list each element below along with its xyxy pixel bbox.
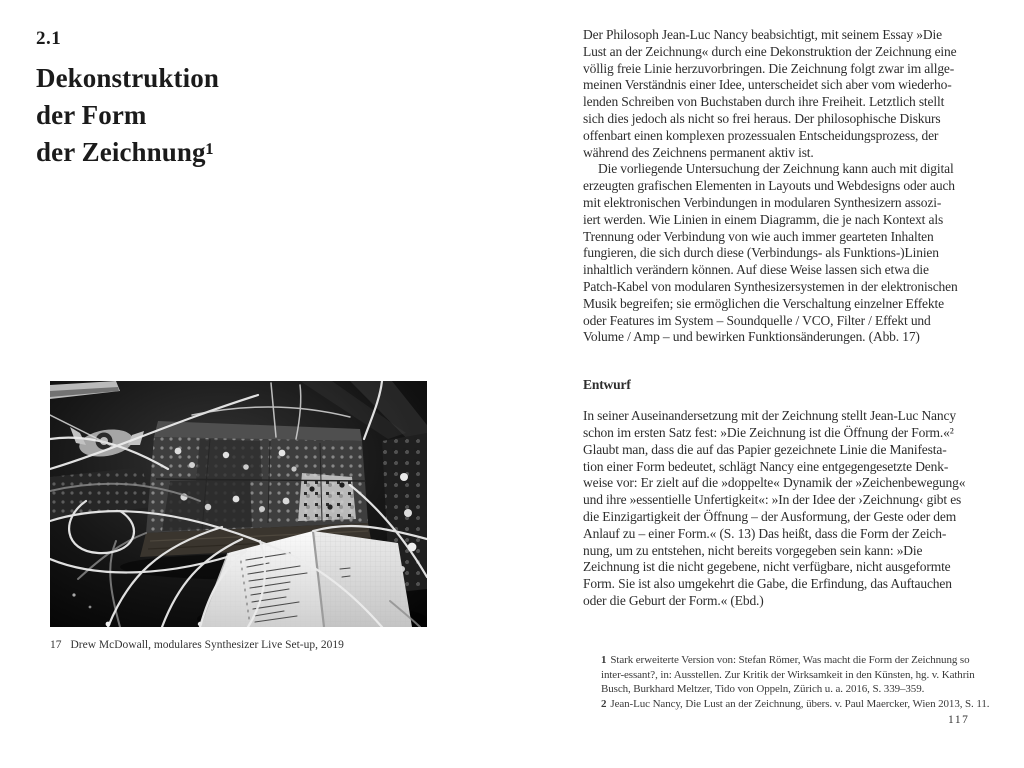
figure-caption-number: 17 — [50, 639, 62, 651]
paragraph-3 — [583, 408, 1021, 610]
text-line: und ihre »essentielle Unfertigkeit«: »In der Idee der ›Zeichnung‹ gibt es — [583, 492, 962, 508]
text-line: inhaltlich verändern können. Auf diese Weise lassen sich etwa die — [583, 262, 929, 278]
text-line: Zeichnung ist die nicht gegebene, nicht verfügbare, nicht ausgeformte — [583, 559, 951, 575]
text-line: die Einzigartigkeit der Öffnung – der Ausformung, der Geste oder dem — [583, 508, 957, 524]
body-text-column — [583, 27, 1021, 610]
text-line: völlig freie Linie herzuvorbringen. Die Zeichnung folgt zwar im allge- — [583, 60, 955, 76]
text-line: Dekonstruktion — [36, 63, 219, 93]
text-line: Trennung oder Verbindung von wie auch immer gearteten Inhalten — [583, 228, 934, 244]
text-line: iert werden. Wie Linien in einem Diagramm, die je nach Kontext als — [583, 211, 944, 227]
text-line: Lust an der Zeichnung« durch eine Dekonstruktion der Zeichnung eine — [583, 43, 957, 59]
text-line: lenden Schreiben von Buchstaben durch ihre Freiheit. Letztlich stellt — [583, 94, 945, 110]
text-line: meinen Verständnis einer Idee, unterscheidet sich aber vom wiederho- — [583, 77, 952, 93]
paragraph-2 — [583, 161, 1021, 346]
page-number: 117 — [948, 714, 970, 726]
text-line: oder Features im System – Soundquelle / VCO, Filter / Effekt und — [583, 312, 931, 328]
footnote-2 — [601, 697, 1011, 712]
section-heading-entwurf: Entwurf — [583, 377, 631, 393]
text-line: weise vor: Er zielt auf die »doppelte« Dynamik der »Zeichenbewegung« — [583, 475, 966, 491]
text-line: der Form — [36, 100, 147, 130]
section-number: 2.1 — [36, 28, 62, 49]
text-line: oder die Geburt der Form.« (Ebd.) — [583, 592, 764, 608]
text-line: Volume / Amp – und bewirken Funktionsänderungen. (Abb. 17) — [583, 329, 920, 345]
text-line: Anlauf zu – einer Form.« (S. 13) Das heißt, dass die Form der Zeich- — [583, 525, 947, 541]
text-line: Glaubt man, dass die auf das Papier gezeichnete Linie die Manifesta- — [583, 441, 947, 457]
figure-caption-text: Drew McDowall, modulares Synthesizer Live Set-up, 2019 — [70, 639, 344, 651]
text-line: schon im ersten Satz fest: »Die Zeichnung ist die Öffnung der Form.«² — [583, 424, 954, 440]
text-line: Patch-Kabel von modularen Synthesizersystemen in der elektronischen — [583, 278, 958, 294]
text-line: mit elektronischen Verbindungen in modularen Synthesizern assozi- — [583, 194, 942, 210]
chapter-title — [36, 60, 219, 171]
footnotes — [601, 653, 1011, 711]
text-line: Der Philosoph Jean-Luc Nancy beabsichtigt, mit seinem Essay »Die — [583, 27, 942, 42]
text-line: offenbart einen komplexen prozessualen Entscheidungsprozess, der — [583, 127, 939, 143]
synthesizer-photo — [50, 381, 427, 627]
footnote-1-marker: 1 — [601, 654, 607, 666]
text-line: Musik begreifen; sie ermöglichen die Verschaltung einzelner Effekte — [583, 295, 944, 311]
text-line: sich dies jedoch als nicht so frei heraus. Der philosophische Diskurs — [583, 110, 941, 126]
text-line: Form. Sie ist also umgekehrt die Gabe, die Erfindung, das Auftauchen — [583, 576, 952, 592]
text-line: fungieren, die sich durch diese (Verbindungs- als Funktions-)Linien — [583, 245, 939, 261]
paragraph-1 — [583, 27, 1021, 161]
text-line: während des Zeichnens permanent aktiv ist. — [583, 144, 814, 160]
text-line: Die vorliegende Untersuchung der Zeichnung kann auch mit digital — [598, 161, 954, 177]
text-line: Busch, Burkhard Meltzer, Tido von Oppeln, Zürich u. a. 2016, S. 339–359. — [601, 683, 925, 696]
footnote-1 — [601, 653, 1011, 697]
footnote-1-text: Stark erweiterte Version von: Stefan Römer, Was macht die Form der Zeichnung so — [610, 654, 970, 666]
figure-caption — [50, 639, 427, 651]
text-line: In seiner Auseinandersetzung mit der Zeichnung stellt Jean-Luc Nancy — [583, 408, 956, 424]
chapter-title-block — [36, 28, 219, 171]
footnote-2-text: Jean-Luc Nancy, Die Lust an der Zeichnung, übers. v. Paul Maercker, Wien 2013, S. 11. — [610, 697, 990, 710]
figure — [50, 381, 427, 651]
text-line: inter-essant?, in: Ausstellen. Zur Kritik der Wirksamkeit in den Künsten, hg. v. Kathrin — [601, 668, 975, 681]
footnote-2-marker: 2 — [601, 697, 607, 710]
text-line: erzeugten grafischen Elementen in Layouts und Webdesigns oder auch — [583, 178, 955, 194]
text-line: tion einer Form bedeutet, schlägt Nancy eine entgegengesetzte Denk- — [583, 458, 949, 474]
text-line: nung, um zu entstehen, nicht bereits vorgegeben sein kann: »Die — [583, 542, 923, 558]
text-line: der Zeichnung¹ — [36, 137, 214, 167]
footnote-1-continuation — [601, 668, 1011, 697]
